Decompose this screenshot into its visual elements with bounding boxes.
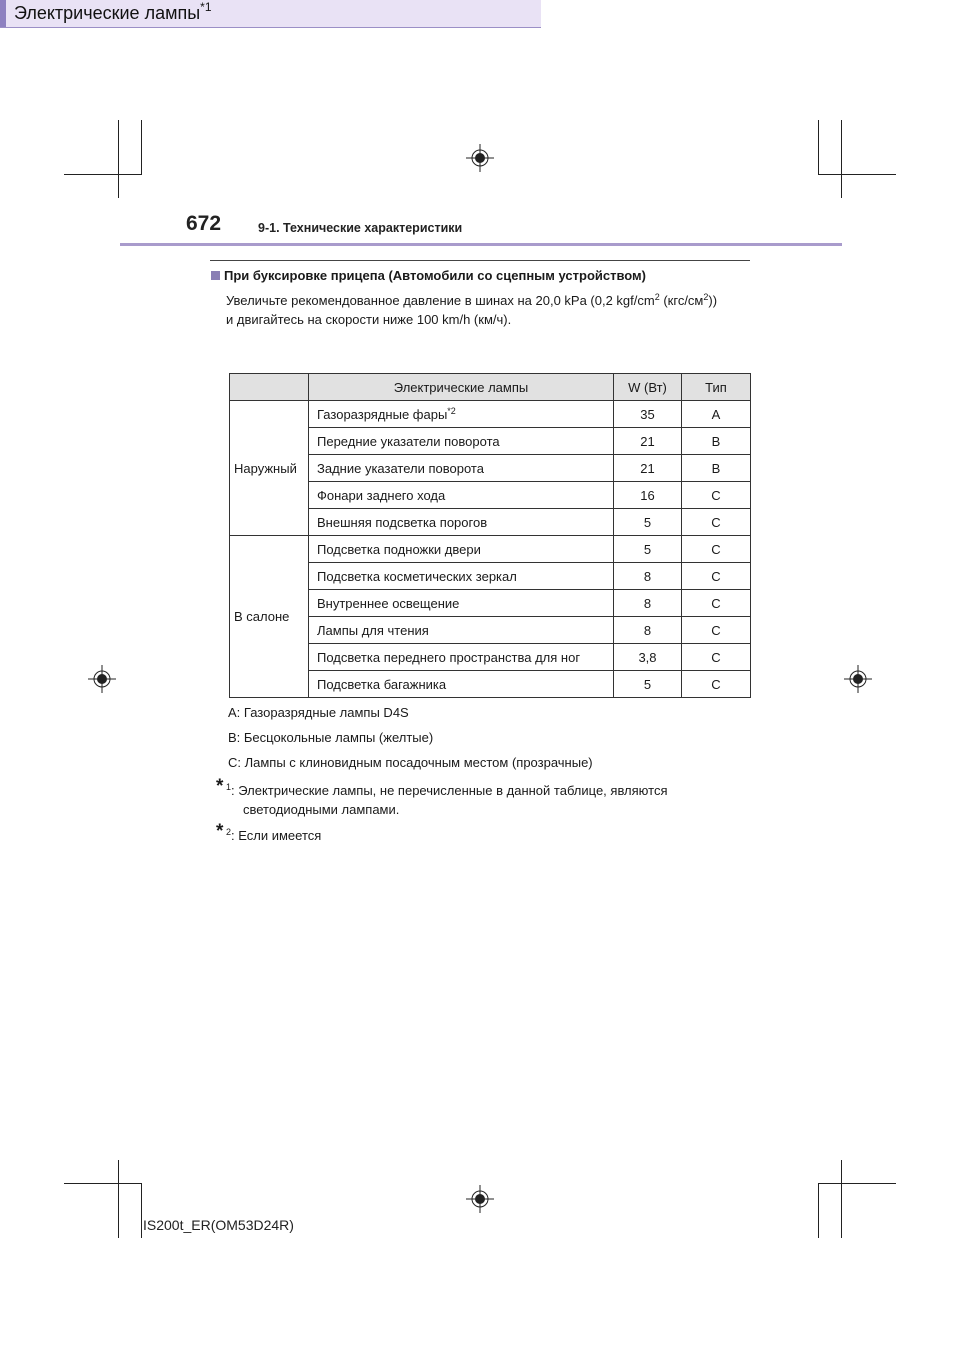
registration-mark-icon (844, 665, 872, 693)
lamp-name-cell: Передние указатели поворота (309, 428, 614, 455)
document-code: IS200t_ER(OM53D24R) (143, 1217, 294, 1233)
footnote-text: : Если имеется (231, 828, 322, 843)
lamps-table (229, 373, 751, 698)
towing-text-part: и двигайтесь на скорости ниже 100 km/h (км/ч). (226, 312, 512, 327)
header-rule (120, 243, 842, 246)
header-cell: W (Вт) (614, 374, 682, 401)
crop-mark (64, 174, 142, 175)
type-cell: A (682, 401, 751, 428)
watts-cell: 21 (614, 428, 682, 455)
type-cell: B (682, 428, 751, 455)
header-cell-empty (230, 374, 309, 401)
crop-mark (141, 1183, 142, 1238)
crop-mark (841, 120, 842, 198)
superscript: 2 (654, 292, 660, 302)
heading-accent-bar (0, 0, 6, 27)
watts-cell: 16 (614, 482, 682, 509)
footnote-text: светодиодными лампами. (243, 802, 400, 817)
towing-title-text: При буксировке прицепа (Автомобили со сцепным устройством) (224, 268, 647, 283)
table-header-row (230, 374, 751, 401)
lamp-name-cell (309, 401, 614, 428)
lamp-name-cell: Фонари заднего хода (309, 482, 614, 509)
crop-mark (818, 174, 896, 175)
footnote-star: * (216, 776, 224, 797)
lamps-section-heading (0, 0, 541, 28)
table-row (230, 590, 751, 617)
type-cell: B (682, 455, 751, 482)
type-cell: C (682, 563, 751, 590)
type-cell: C (682, 671, 751, 698)
crop-mark (118, 1160, 119, 1238)
footnote-line (216, 781, 742, 800)
towing-title (211, 268, 646, 283)
square-bullet-icon (211, 271, 220, 280)
towing-paragraph (226, 291, 756, 329)
table-row (230, 617, 751, 644)
table-row (230, 509, 751, 536)
superscript: 2 (703, 292, 709, 302)
registration-mark-icon (88, 665, 116, 693)
type-cell: C (682, 509, 751, 536)
watts-cell: 35 (614, 401, 682, 428)
lamp-name-cell: Подсветка косметических зеркал (309, 563, 614, 590)
type-cell: C (682, 482, 751, 509)
crop-mark (64, 1183, 142, 1184)
table-row (230, 482, 751, 509)
crop-mark (141, 120, 142, 174)
footnote-number: 2 (226, 827, 232, 837)
type-cell: C (682, 590, 751, 617)
watts-cell: 8 (614, 563, 682, 590)
towing-text-part: Увеличьте рекомендованное давление в шинах на 20,0 kPa (0,2 kgf/cm (226, 293, 655, 308)
lamp-name-cell: Подсветка переднего пространства для ног (309, 644, 614, 671)
footnote (216, 776, 742, 819)
heading-footnote-mark: *1 (200, 0, 212, 14)
footnote (216, 821, 742, 845)
page-number: 672 (186, 212, 222, 235)
footnote-number: 1 (226, 782, 232, 792)
crop-mark (818, 1183, 896, 1184)
crop-mark (841, 1160, 842, 1238)
registration-mark-icon (466, 1185, 494, 1213)
group-label: Наружный (230, 401, 309, 536)
lamp-name-cell: Лампы для чтения (309, 617, 614, 644)
watts-cell: 8 (614, 617, 682, 644)
lamp-name: Газоразрядные фары (317, 406, 448, 422)
table-row (230, 644, 751, 671)
watts-cell: 5 (614, 509, 682, 536)
crop-mark (118, 120, 119, 198)
table-row (230, 455, 751, 482)
table-row (230, 428, 751, 455)
divider (210, 260, 750, 261)
header-cell: Тип (682, 374, 751, 401)
lamps-heading-text (14, 0, 212, 24)
crop-mark (818, 120, 819, 174)
watts-cell: 3,8 (614, 644, 682, 671)
type-cell: C (682, 617, 751, 644)
watts-cell: 5 (614, 536, 682, 563)
footnote-line (216, 826, 742, 845)
table-row (230, 536, 751, 563)
watts-cell: 21 (614, 455, 682, 482)
lamp-name-cell: Внутреннее освещение (309, 590, 614, 617)
footnote-text: : Электрические лампы, не перечисленные в данной таблице, являются (231, 783, 668, 798)
table-row (230, 563, 751, 590)
lamp-name-cell: Внешняя подсветка порогов (309, 509, 614, 536)
group-label: В салоне (230, 536, 309, 698)
registration-mark-icon (466, 144, 494, 172)
legend-note: C: Лампы с клиновидным посадочным местом (прозрачные) (228, 755, 593, 770)
lamp-name-cell: Подсветка подножки двери (309, 536, 614, 563)
legend-note: A: Газоразрядные лампы D4S (228, 705, 409, 720)
table-row (230, 671, 751, 698)
footnote-mark: *2 (447, 405, 456, 416)
type-cell: C (682, 536, 751, 563)
legend-note: B: Бесцокольные лампы (желтые) (228, 730, 434, 745)
lamp-name-cell: Подсветка багажника (309, 671, 614, 698)
section-header: 9-1. Технические характеристики (258, 221, 463, 235)
lamp-name-cell: Задние указатели поворота (309, 455, 614, 482)
footnote-star: * (216, 821, 224, 842)
towing-text-part: (кгс/см (659, 293, 704, 308)
watts-cell: 8 (614, 590, 682, 617)
watts-cell: 5 (614, 671, 682, 698)
towing-text-part: )) (708, 293, 718, 308)
type-cell: C (682, 644, 751, 671)
header-cell: Электрические лампы (309, 374, 614, 401)
table-row (230, 401, 751, 428)
crop-mark (818, 1183, 819, 1238)
heading-title: Электрические лампы (14, 3, 201, 23)
